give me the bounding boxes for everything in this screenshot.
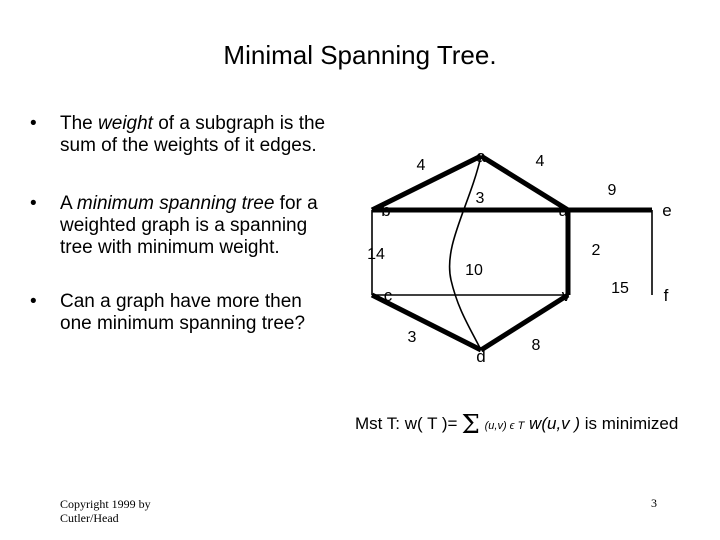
edge-a-u [481, 156, 568, 210]
node-u: u [558, 201, 568, 220]
formula-term: w(u,v ) [529, 414, 581, 433]
page-number: 3 [651, 496, 657, 510]
copyright-footer [60, 497, 151, 525]
bullet-line: tree with minimum weight. [60, 237, 280, 258]
edge-weight-v-d: 8 [531, 337, 541, 354]
node-a: a [476, 147, 486, 166]
bullet-line: A minimum spanning tree for a [60, 193, 318, 214]
node-f: f [663, 286, 669, 305]
edge-weight-b-c: 14 [367, 246, 385, 263]
node-d: d [476, 347, 486, 366]
bullet-line: Can a graph have more then [60, 291, 302, 312]
bullet-line: sum of the weights of it edges. [60, 135, 317, 156]
bullet-marker: • [30, 113, 37, 134]
bullet-line: one minimum spanning tree? [60, 313, 306, 334]
slide-title: Minimal Spanning Tree. [223, 40, 497, 70]
edge-weight-c-d: 3 [407, 329, 417, 346]
edge-weight-u-e: 9 [607, 182, 617, 199]
sigma-symbol: Σ [461, 410, 480, 440]
formula-subscript: (u,v) ϵ T [484, 420, 525, 432]
edge-weight-a-u: 4 [535, 153, 545, 170]
node-c: c [383, 286, 393, 305]
bullet-marker: • [30, 291, 37, 312]
edge-a-d [450, 156, 481, 350]
edge-weight-u-v: 2 [591, 242, 601, 259]
copyright-author: Cutler/Head [60, 511, 119, 525]
copyright-line: Copyright 1999 by [60, 497, 151, 511]
formula-lhs: Mst T: w( T )= [355, 414, 458, 433]
edge-weight-e-f: 15 [611, 280, 629, 297]
node-e: e [662, 201, 672, 220]
edge-v-d [481, 295, 568, 350]
bullet-marker: • [30, 193, 37, 214]
node-b: b [381, 201, 391, 220]
bullet-line: weighted graph is a spanning [60, 215, 308, 236]
graph-nodes [381, 147, 671, 366]
edge-weights [367, 153, 629, 354]
mst-formula [355, 410, 678, 440]
bullet-line: The weight of a subgraph is the [60, 113, 326, 134]
edge-weight-a-d: 10 [465, 262, 483, 279]
edge-weight-b-u: 3 [475, 190, 485, 207]
node-v: v [561, 286, 571, 305]
formula-rhs: is minimized [580, 414, 679, 433]
edge-weight-a-b: 4 [416, 157, 426, 174]
